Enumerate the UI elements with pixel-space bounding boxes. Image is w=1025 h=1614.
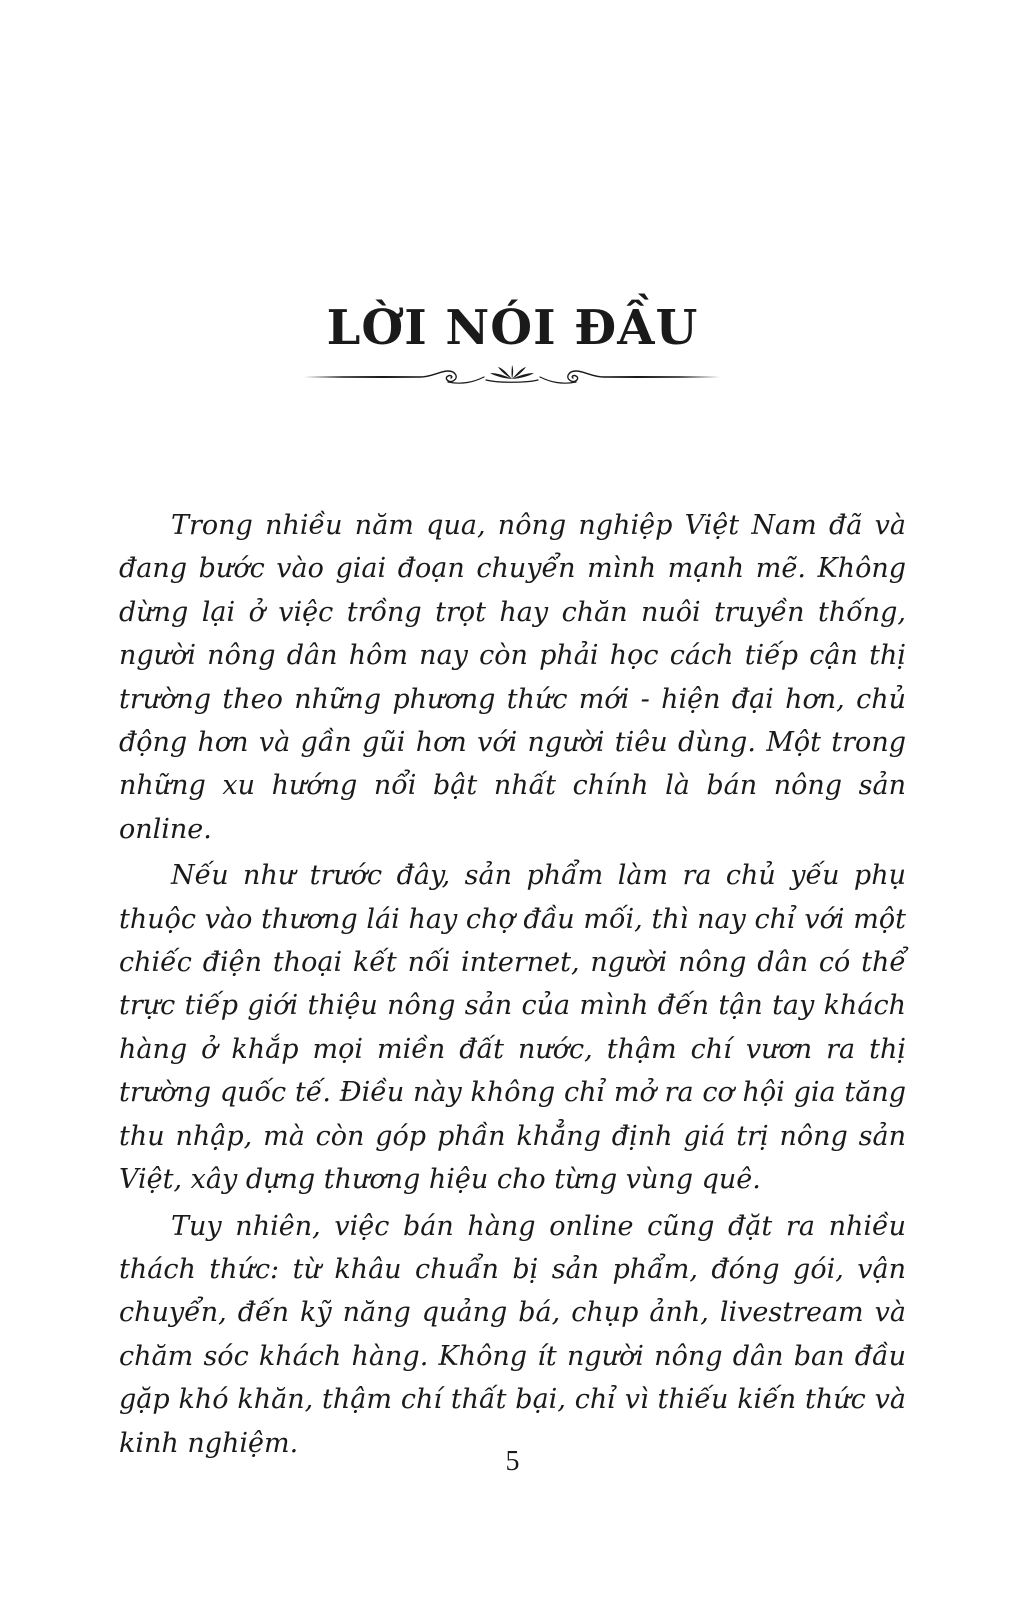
page-number: 5 xyxy=(505,1446,520,1477)
paragraph-1: Trong nhiều năm qua, nông nghiệp Việt Nam đã và đang bước vào giai đoạn chuyển mình mạnh mẽ. Không dừng lại ở việc trồng trọt hay chăn nuôi truyền thống, người nông dân hôm nay còn phải học cách tiếp cận thị trường theo những phương thức mới - hiện đại hơn, chủ động hơn và gần gũi hơn với người tiêu dùng. Một trong những xu hướng nổi bật nhất chính là bán nông sản online. xyxy=(119,510,906,845)
preface-body xyxy=(119,504,906,1468)
page-title: LỜI NÓI ĐẦU xyxy=(326,300,699,356)
paragraph-3: Tuy nhiên, việc bán hàng online cũng đặt ra nhiều thách thức: từ khâu chuẩn bị sản phẩm, đóng gói, vận chuyển, đến kỹ năng quảng bá, chụp ảnh, livestream và chăm sóc khách hàng. Không ít người nông dân ban đầu gặp khó khăn, thậm chí thất bại, chỉ vì thiếu kiến thức và kinh nghiệm. xyxy=(119,1210,906,1459)
paragraph-2: Nếu như trước đây, sản phẩm làm ra chủ yếu phụ thuộc vào thương lái hay chợ đầu mối, thì nay chỉ với một chiếc điện thoại kết nối internet, người nông dân có thể trực tiếp giới thiệu nông sản của mình đến tận tay khách hàng ở khắp mọi miền đất nước, thậm chí vươn ra thị trường quốc tế. Điều này không chỉ mở ra cơ hội gia tăng thu nhập, mà còn góp phần khẳng định giá trị nông sản Việt, xây dựng thương hiệu cho từng vùng quê. xyxy=(119,860,906,1196)
flourish-divider-icon xyxy=(302,362,722,392)
